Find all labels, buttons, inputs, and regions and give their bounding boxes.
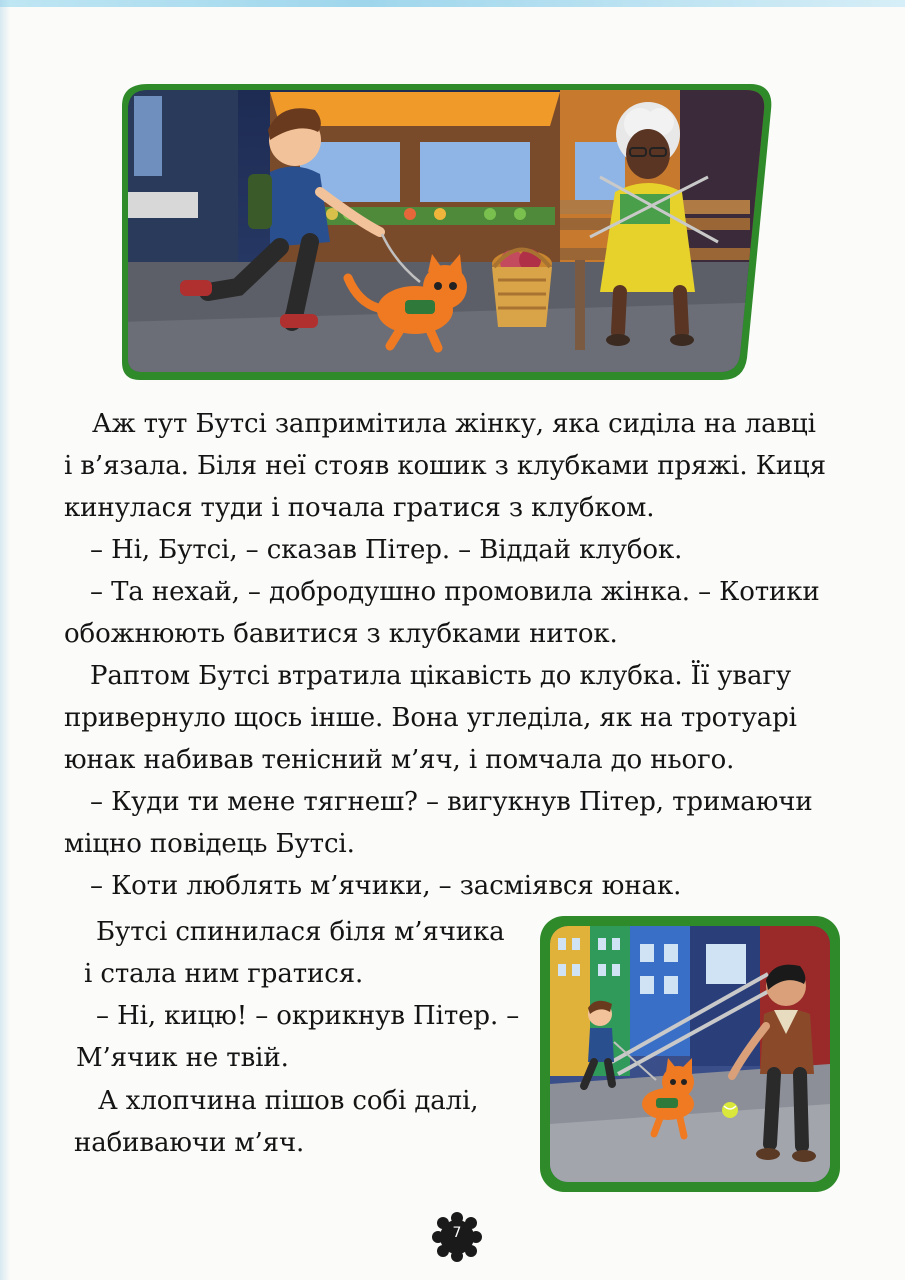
paragraph-line: привернуло щось інше. Вона угледіла, як на тротуарі	[64, 703, 797, 733]
illustration-street-scene	[538, 914, 842, 1194]
top-decor-strip	[0, 0, 905, 7]
paragraph-line: А хлопчина пішов собі далі,	[98, 1086, 479, 1116]
paragraph-line: набиваючи м’яч.	[74, 1128, 305, 1158]
paragraph-line: – Куди ти мене тягнеш? – вигукнув Пітер, тримаючи	[90, 787, 813, 817]
paragraph-line: Бутсі спинилася біля м’ячика	[96, 917, 505, 947]
illustration-market-scene	[120, 82, 774, 380]
paragraph-line: – Ні, кицю! – окрикнув Пітер. –	[96, 1001, 520, 1031]
paragraph-line: М’ячик не твій.	[76, 1043, 289, 1073]
page-number-badge	[432, 1212, 482, 1262]
paragraph-line: Аж тут Бутсі запримітила жінку, яка сиділа на лавці	[92, 409, 816, 439]
paragraph-line: міцно повідець Бутсі.	[64, 829, 355, 859]
paragraph-line: обожнюють бавитися з клубками ниток.	[64, 619, 618, 649]
paragraph-line: і в’язала. Біля неї стояв кошик з клубками пряжі. Киця	[64, 451, 826, 481]
paragraph-line: – Коти люблять м’ячики, – засміявся юнак.	[90, 871, 682, 901]
paragraph-line: кинулася туди і почала гратися з клубком.	[64, 493, 655, 523]
paragraph-line: Раптом Бутсі втратила цікавість до клубка. Її увагу	[90, 661, 792, 691]
paragraph-line: – Ні, Бутсі, – сказав Пітер. – Віддай клубок.	[90, 535, 683, 565]
paragraph-line: – Та нехай, – добродушно промовила жінка. – Котики	[90, 577, 820, 607]
left-edge-shadow	[0, 0, 10, 1280]
paragraph-line: і стала ним гратися.	[84, 959, 364, 989]
paragraph-line: юнак набивав тенісний м’яч, і помчала до нього.	[64, 745, 735, 775]
page-number: 7	[452, 1225, 462, 1241]
